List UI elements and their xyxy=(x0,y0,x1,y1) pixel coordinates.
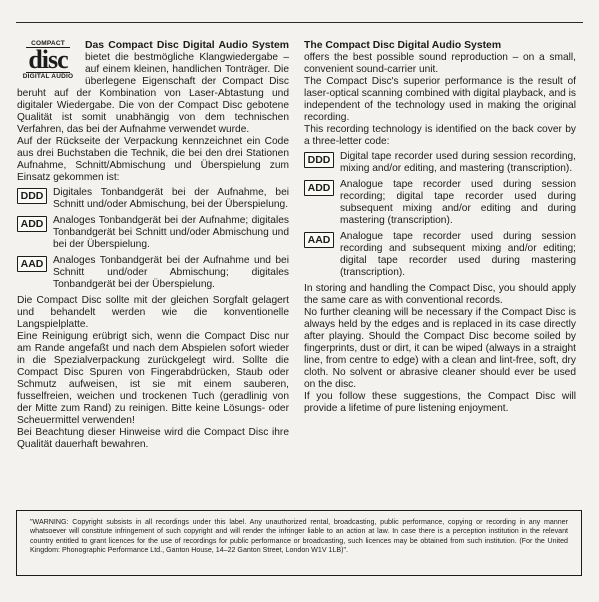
copyright-warning-box xyxy=(16,510,582,576)
german-heading: Das Compact Disc Digital Audio System xyxy=(85,40,289,51)
english-cleaning: No further cleaning will be necessary if the Compact Disc is always held by the edges and is replaced in its case directly after playing. Should the Compact Disc become soiled by fingerprints, dust or dirt, it can be wiped (always in a straight line, from centre to edge) with a clean and lint-free, soft, dry cloth. No solvent or abrasive cleaner should ever be used on the disc. xyxy=(304,307,576,390)
ddd-badge: DDD xyxy=(17,188,47,204)
english-code-row-ddd xyxy=(304,151,576,175)
german-code-row-add xyxy=(17,215,289,251)
english-superior: The Compact Disc's superior performance is the result of laser-optical scanning combined with digital playback, and is independent of the technology used in making the original recording. xyxy=(304,76,576,123)
ddd-badge: DDD xyxy=(304,152,334,168)
german-code-text: Analoges Tonbandgerät bei der Aufnahme und bei Schnitt und/oder Abmischung; digitales Tonbandgerät bei der Überspielung. xyxy=(53,255,289,290)
english-heading: The Compact Disc Digital Audio System xyxy=(304,40,502,51)
aad-badge: AAD xyxy=(304,232,334,248)
german-cleaning: Eine Reinigung erübrigt sich, wenn die Compact Disc nur am Rande angefaßt und nach dem Abspielen sofort wieder in die Spezialverpackung zurückgelegt wird. Sollte die Compact Disc Spuren von Fingerabdrücken, Staub oder Schmutz aufweisen, ist sie mit einem sauberen, fusselfreien, weichen und trockenen Tuch (geradlinig von der Mitte zum Rand) zu reinigen. Bitte keine Lösungs- oder Scheuermittel verwenden! xyxy=(17,331,289,426)
copyright-warning-text: "WARNING: Copyright subsists in all recordings under this label. Any unauthorized rental, broadcasting, public performance, copying or recording in any manner whatsoever will constitute infringement of such copyright and will render the infringer liable to an action at law. In case there is a perception institution in the relevant country entitled to grant licences for the use of recordings for public performance or broadcasting, such licences may be obtained from such institution. (For the United Kingdom: Phonographic Performance Ltd., Ganton House, 14–22 Ganton Street, London W1V 1LB)". xyxy=(30,518,568,554)
english-code-row-add xyxy=(304,179,576,227)
compact-disc-logo xyxy=(17,40,79,80)
german-closing: Bei Beachtung dieser Hinweise wird die Compact Disc ihre Qualität dauerhaft bewahren. xyxy=(17,427,289,450)
german-intro: bietet die bestmögliche Klangwiedergabe – auf einem kleinen, handlichen Tonträger. Die überlegene Eigenschaft der Compact Disc beruht auf der Kombination von Laser-Abtastung und digitaler Wiedergabe. Die von der Compact Disc gebotene Qualität ist somit unabhängig von dem technischen Verfahren, das bei der Aufnahme verwendet wurde. xyxy=(17,52,289,135)
german-code-row-aad xyxy=(17,255,289,291)
german-column xyxy=(17,40,289,451)
german-code-intro: Auf der Rückseite der Verpackung kennzeichnet ein Code aus drei Buchstaben die Technik, die bei den drei Stationen Aufnahme, Schnitt/Abmischung und Überspielung zum Einsatz gekommen ist: xyxy=(17,136,289,183)
english-code-text: Analogue tape recorder used during session recording and subsequent mixing and/or editing; digital tape recorder used during mastering (transcription). xyxy=(340,231,576,278)
add-badge: ADD xyxy=(17,216,47,232)
logo-disc-text: disc xyxy=(28,45,68,74)
english-code-text: Digital tape recorder used during session recording, mixing and/or editing, and mastering (transcription). xyxy=(340,151,576,174)
german-care: Die Compact Disc sollte mit der gleichen Sorgfalt gelagert und behandelt werden wie die konventionelle Langspielplatte. xyxy=(17,295,289,330)
top-divider xyxy=(16,22,583,23)
german-code-row-ddd xyxy=(17,187,289,211)
english-intro: offers the best possible sound reproduction – on a small, convenient sound-carrier unit. xyxy=(304,52,576,75)
add-badge: ADD xyxy=(304,180,334,196)
english-code-text: Analogue tape recorder used during session recording; digital tape recorder used during subsequent mixing and/or editing and during mastering (transcription). xyxy=(340,179,576,226)
english-closing: If you follow these suggestions, the Compact Disc will provide a lifetime of pure listening enjoyment. xyxy=(304,391,576,414)
german-code-text: Analoges Tonbandgerät bei der Aufnahme; digitales Tonbandgerät bei Schnitt und/oder Abmischung und bei der Überspielung. xyxy=(53,215,289,250)
german-code-text: Digitales Tonbandgerät bei der Aufnahme, bei Schnitt und/oder Abmischung, bei der Überspielung. xyxy=(53,187,289,210)
english-storing: In storing and handling the Compact Disc, you should apply the same care as with conventional records. xyxy=(304,283,576,306)
logo-top-text: COMPACT xyxy=(31,40,65,47)
english-column xyxy=(304,40,576,415)
english-code-intro: This recording technology is identified on the back cover by a three-letter code: xyxy=(304,124,576,147)
aad-badge: AAD xyxy=(17,256,47,272)
logo-bottom-text: DIGITAL AUDIO xyxy=(22,73,74,80)
english-code-row-aad xyxy=(304,231,576,279)
